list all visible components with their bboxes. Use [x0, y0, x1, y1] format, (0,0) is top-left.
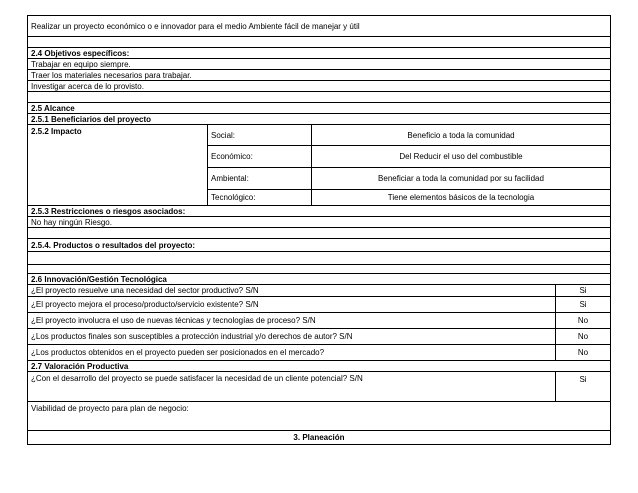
empty-row: [28, 252, 611, 265]
question-row: [28, 345, 611, 361]
impact-description: Tiene elementos básicos de la tecnologia: [312, 190, 611, 206]
question-row: [28, 329, 611, 345]
innovation-heading: 2.6 Innovación/Gestión Tecnológica: [28, 274, 611, 285]
objective-item: Traer los materiales necesarios para trabajar.: [28, 70, 611, 81]
answer-cell: No: [556, 329, 611, 345]
innovation-heading-row: [28, 274, 611, 285]
scope-heading: 2.5 Alcance: [28, 103, 611, 114]
objective-row: [28, 81, 611, 92]
question-text: ¿Los productos obtenidos en el proyecto pueden ser posicionados en el mercado?: [28, 345, 556, 361]
viability-row: [28, 402, 611, 431]
objective-item: Investigar acerca de lo provisto.: [28, 81, 611, 92]
question-text: ¿Los productos finales son susceptibles a protección industrial y/o derechos de autor? S/N: [28, 329, 556, 345]
question-text: ¿El proyecto involucra el uso de nuevas técnicas y tecnologías de proceso? S/N: [28, 313, 556, 329]
intro-row: [28, 16, 611, 37]
answer-cell: No: [556, 313, 611, 329]
impact-label: 2.5.2 Impacto: [28, 125, 208, 206]
valuation-heading: 2.7 Valoración Productiva: [28, 361, 611, 372]
impact-type: Ambiental:: [208, 168, 312, 190]
restrictions-row: [28, 217, 611, 228]
impact-description: Beneficio a toda la comunidad: [312, 125, 611, 146]
question-row: [28, 285, 611, 297]
impact-type: Tecnológico:: [208, 190, 312, 206]
impact-description: Beneficiar a toda la comunidad por su facilidad: [312, 168, 611, 190]
valuation-question-row: [28, 372, 611, 402]
intro-text: Realizar un proyecto económico o e innovador para el medio Ambiente fácil de manejar y útil: [28, 16, 611, 37]
restrictions-text: No hay ningún Riesgo.: [28, 217, 611, 228]
objective-item: Trabajar en equipo siempre.: [28, 59, 611, 70]
empty-row: [28, 92, 611, 103]
objective-row: [28, 70, 611, 81]
answer-cell: Si: [556, 285, 611, 297]
restrictions-heading: 2.5.3 Restricciones o riesgos asociados:: [28, 206, 611, 217]
impact-type: Económico:: [208, 146, 312, 168]
section-title: 3. Planeación: [28, 431, 611, 445]
impact-description: Del Reducir el uso del combustible: [312, 146, 611, 168]
question-row: [28, 297, 611, 313]
question-text: ¿El proyecto resuelve una necesidad del sector productivo? S/N: [28, 285, 556, 297]
question-row: [28, 313, 611, 329]
valuation-question: ¿Con el desarrollo del proyecto se puede satisfacer la necesidad de un cliente potencial? S/N: [28, 372, 556, 402]
empty-row: [28, 265, 611, 274]
question-text: ¿El proyecto mejora el proceso/producto/servicio existente? S/N: [28, 297, 556, 313]
objectives-heading-row: [28, 48, 611, 59]
beneficiaries-row: [28, 114, 611, 125]
scope-heading-row: [28, 103, 611, 114]
answer-cell: Si: [556, 297, 611, 313]
empty-row: [28, 37, 611, 48]
project-form-table: [27, 15, 611, 445]
impact-type: Social:: [208, 125, 312, 146]
restrictions-heading-row: [28, 206, 611, 217]
next-section-row: [28, 431, 611, 445]
impact-row: [28, 125, 611, 146]
beneficiaries-heading: 2.5.1 Beneficiarios del proyecto: [28, 114, 611, 125]
objectives-heading: 2.4 Objetivos específicos:: [28, 48, 611, 59]
answer-cell: No: [556, 345, 611, 361]
objective-row: [28, 59, 611, 70]
products-heading-row: [28, 239, 611, 252]
viability-text: Viabilidad de proyecto para plan de negocio:: [28, 402, 611, 431]
empty-row: [28, 228, 611, 239]
valuation-heading-row: [28, 361, 611, 372]
products-heading: 2.5.4. Productos o resultados del proyecto:: [28, 239, 611, 252]
valuation-answer: Si: [556, 372, 611, 402]
